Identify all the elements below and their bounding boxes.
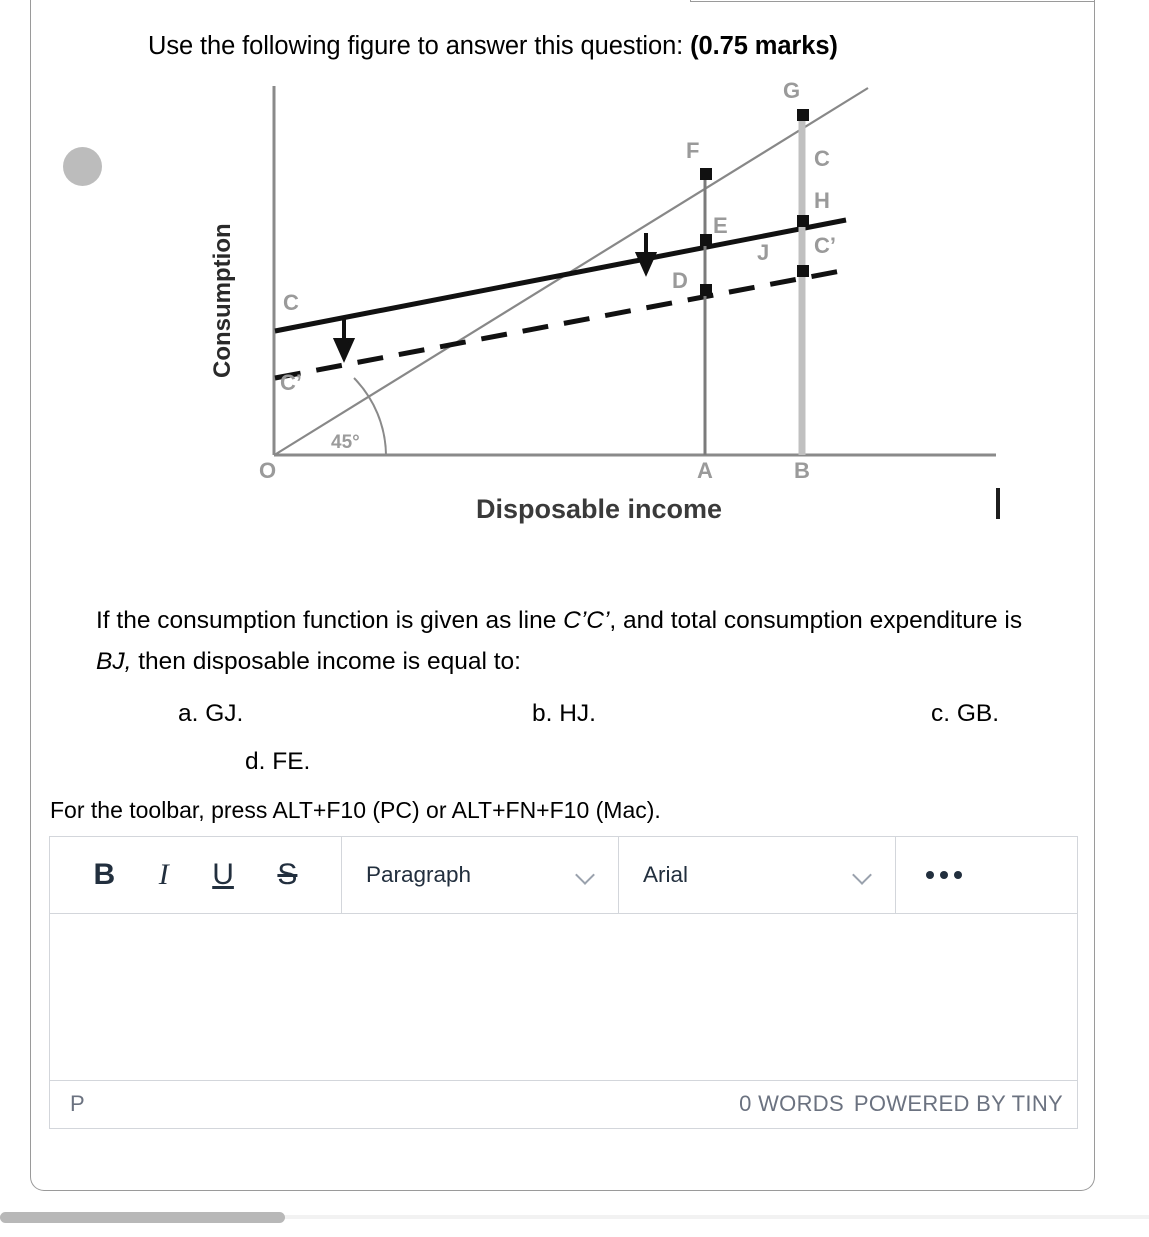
consumption-function-figure: [186, 78, 1016, 533]
editor-element-path[interactable]: P: [70, 1091, 85, 1116]
question-body: [96, 600, 1056, 682]
question-body-line1-italic: C’C’: [563, 607, 610, 634]
bold-button[interactable]: B: [93, 858, 116, 891]
figure-label-F: F: [686, 138, 700, 163]
figure-label-G: G: [783, 78, 801, 103]
figure-label-E: E: [713, 213, 728, 238]
option-a[interactable]: a. GJ.: [178, 700, 244, 727]
angle-label: 45°: [331, 432, 360, 453]
point-marker-E: [700, 234, 712, 246]
question-body-line2-italic: BJ,: [96, 648, 132, 675]
shift-arrow-left: [336, 318, 352, 358]
figure-label-D: D: [672, 268, 688, 293]
figure-label-C-right: C: [814, 146, 830, 171]
chart-xlabel: Disposable income: [476, 494, 723, 524]
question-prompt-text: Use the following figure to answer this question:: [148, 32, 684, 60]
figure-xtick-A: A: [697, 458, 713, 483]
chevron-down-icon: [853, 865, 873, 885]
rich-text-editor: [49, 836, 1078, 1129]
figure-label-C-prime-intercept: C’: [280, 370, 302, 395]
more-options-button[interactable]: [896, 837, 1076, 913]
question-body-line2-post: then disposable income is equal to:: [131, 648, 521, 675]
point-marker-G: [797, 109, 809, 121]
c-line: [275, 220, 846, 331]
figure-label-J: J: [757, 240, 770, 265]
font-family-value: Arial: [643, 862, 689, 887]
strikethrough-button[interactable]: S: [277, 858, 298, 891]
font-family-select[interactable]: [619, 837, 896, 913]
editor-content-area[interactable]: [50, 914, 1077, 1080]
editor-status-bar: [50, 1080, 1077, 1127]
question-body-line1-pre: If the consumption function is given as line: [96, 607, 564, 634]
shift-arrow-right: [638, 233, 654, 272]
figure-label-origin: O: [259, 458, 277, 483]
italic-button[interactable]: I: [158, 858, 169, 891]
figure-xtick-B: B: [794, 458, 810, 483]
figure-label-C-intercept: C: [283, 290, 299, 315]
question-marks: (0.75 marks): [690, 32, 838, 60]
chevron-down-icon: [576, 865, 596, 885]
page-title: [148, 32, 838, 61]
underline-button[interactable]: U: [212, 858, 234, 891]
powered-by-label: POWERED BY TINY: [853, 1091, 1063, 1116]
paragraph-style-value: Paragraph: [366, 862, 472, 887]
c-prime-line: [275, 270, 846, 378]
text-caret-mark: [996, 488, 1000, 519]
option-b[interactable]: b. HJ.: [532, 700, 596, 727]
figure-label-H: H: [814, 188, 830, 213]
editor-accessibility-hint: For the toolbar, press ALT+F10 (PC) or ALT+FN+F10 (Mac).: [50, 797, 661, 823]
question-radio-bullet[interactable]: [63, 147, 102, 186]
editor-status-right: [739, 1091, 1063, 1117]
point-marker-J: [797, 265, 809, 277]
editor-toolbar: [50, 837, 1077, 914]
point-marker-D: [700, 284, 712, 296]
option-d[interactable]: d. FE.: [245, 748, 311, 775]
paragraph-style-select[interactable]: [342, 837, 619, 913]
editor-format-group: [50, 837, 342, 913]
question-body-line1-post: , and total consumption: [609, 607, 863, 634]
point-marker-F: [700, 168, 712, 180]
word-count: 0 WORDS: [739, 1091, 844, 1116]
ellipsis-icon: [926, 871, 962, 879]
top-partial-panel: [690, 0, 1095, 2]
horizontal-scrollbar-thumb[interactable]: [0, 1212, 285, 1223]
figure-label-C-prime-right: C’: [814, 233, 836, 258]
point-marker-H: [797, 215, 809, 227]
chart-ylabel: Consumption: [209, 223, 236, 378]
option-c[interactable]: c. GB.: [931, 700, 1000, 727]
question-body-line2-pre: expenditure is: [869, 607, 1023, 634]
